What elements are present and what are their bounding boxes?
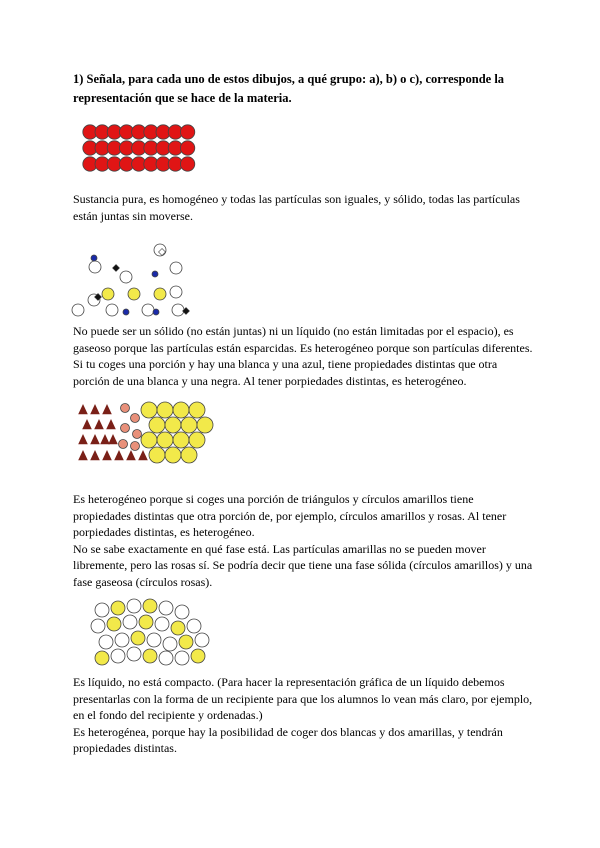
triangle-particle bbox=[78, 434, 88, 444]
answer-1-line-1: Sustancia pura, es homogéneo y todas las partículas son iguales, y sólido, todas las partículas están juntas sin moverse. bbox=[73, 192, 520, 223]
yellow-particle bbox=[189, 432, 205, 448]
white-particle bbox=[163, 637, 177, 651]
white-particle bbox=[172, 304, 184, 316]
answer-2-line-1: No puede ser un sólido (no están juntas) ni un líquido (no están limitadas por el espacio), es gaseoso porque las partículas están esparcidas. Es heterogéneo porque son partículas diferentes. Si tu coges una porción y hay una blanca y una azul, tiene propiedades distintas que otra porción de una blanca y una negra. Al tener porpiedades distintas, es heterogéneo. bbox=[73, 324, 533, 388]
yellow-particle bbox=[128, 288, 140, 300]
pink-particle bbox=[121, 404, 130, 413]
yellow-particle bbox=[171, 621, 185, 635]
yellow-particle bbox=[131, 631, 145, 645]
question-heading: 1) Señala, para cada uno de estos dibujos, a qué grupo: a), b) o c), corresponde la representación que se hace de la materia. bbox=[73, 72, 505, 105]
red-particle bbox=[180, 157, 194, 171]
blue-particle bbox=[153, 309, 159, 315]
yellow-particle bbox=[197, 417, 213, 433]
answer-3-line-2: No se sabe exactamente en qué fase está. Las partículas amarillas no se pueden mover libremente, pero las rosas sí. Se podría decir que tiene una fase sólida (círculos amarillos) y una fase gaseosa (círculos rosas). bbox=[73, 541, 533, 589]
pink-particle bbox=[121, 424, 130, 433]
pink-particle bbox=[119, 440, 128, 449]
yellow-particle bbox=[157, 402, 173, 418]
white-particle bbox=[106, 304, 118, 316]
white-particle bbox=[170, 286, 182, 298]
answer-4-line-1: Es líquido, no está compacto. (Para hacer la representación gráfica de un líquido debemos presentarlas con la forma de un recipiente para que los alumnos lo vean más claro, por ejemplo, en el fondo del recipiente y ordenadas.) bbox=[73, 675, 533, 723]
triangle-particle bbox=[114, 450, 124, 460]
yellow-particle bbox=[165, 417, 181, 433]
white-particle bbox=[175, 605, 189, 619]
yellow-particle bbox=[95, 651, 109, 665]
white-particle bbox=[159, 601, 173, 615]
figure-scattered-gas-particles bbox=[72, 242, 192, 322]
yellow-particle bbox=[141, 402, 157, 418]
white-particle bbox=[99, 635, 113, 649]
figure-white-yellow-liquid-particles bbox=[88, 596, 218, 668]
yellow-particle bbox=[102, 288, 114, 300]
answer-3-line-1: Es heterogéneo porque si coges una porción de triángulos y círculos amarillos tiene propiedades distintas que otra porción de, por ejemplo, círculos amarillos y rosas. Al tener porpiedades distintas, es heterogéneo. bbox=[73, 492, 507, 540]
yellow-particle bbox=[157, 432, 173, 448]
blue-particle bbox=[91, 255, 97, 261]
white-particle bbox=[170, 262, 182, 274]
white-particle bbox=[187, 619, 201, 633]
white-particle bbox=[123, 615, 137, 629]
blue-particle bbox=[152, 271, 158, 277]
yellow-particle bbox=[189, 402, 205, 418]
triangle-particle bbox=[94, 419, 104, 429]
yellow-particle bbox=[181, 447, 197, 463]
white-particle bbox=[72, 304, 84, 316]
answer-1-text bbox=[73, 191, 533, 224]
pink-particle bbox=[131, 442, 140, 451]
yellow-particle bbox=[179, 635, 193, 649]
yellow-particle bbox=[143, 599, 157, 613]
answer-3-text bbox=[73, 491, 533, 591]
yellow-particle bbox=[107, 617, 121, 631]
white-particle bbox=[155, 617, 169, 631]
white-particle bbox=[159, 651, 173, 665]
white-particle bbox=[111, 649, 125, 663]
figure-red-solid-particles bbox=[78, 120, 198, 178]
red-particle bbox=[180, 125, 194, 139]
white-particle bbox=[154, 244, 166, 256]
yellow-particle bbox=[173, 402, 189, 418]
triangle-particle bbox=[108, 434, 118, 444]
white-particle bbox=[142, 304, 154, 316]
answer-4-line-2: Es heterogénea, porque hay la posibilidad de coger dos blancas y dos amarillas, y tendrán propiedades distintas. bbox=[73, 724, 503, 756]
black-particle bbox=[113, 265, 120, 272]
white-particle bbox=[91, 619, 105, 633]
white-particle bbox=[127, 599, 141, 613]
white-particle bbox=[147, 633, 161, 647]
white-particle bbox=[95, 603, 109, 617]
pink-particle bbox=[131, 414, 140, 423]
white-particle bbox=[175, 651, 189, 665]
yellow-particle bbox=[181, 417, 197, 433]
triangle-particle bbox=[78, 450, 88, 460]
yellow-particle bbox=[141, 432, 157, 448]
yellow-particle bbox=[154, 288, 166, 300]
triangle-particle bbox=[78, 404, 88, 414]
yellow-particle bbox=[165, 447, 181, 463]
figure-triangles-pink-yellow-mixture bbox=[75, 398, 215, 468]
white-particle bbox=[120, 271, 132, 283]
triangle-particle bbox=[106, 419, 116, 429]
red-particle bbox=[180, 141, 194, 155]
answer-2-text bbox=[73, 323, 533, 389]
triangle-particle bbox=[100, 434, 110, 444]
triangle-particle bbox=[90, 404, 100, 414]
triangle-particle bbox=[102, 404, 112, 414]
white-particle bbox=[115, 633, 129, 647]
triangle-particle bbox=[90, 450, 100, 460]
triangle-particle bbox=[126, 450, 136, 460]
pink-particle bbox=[133, 430, 142, 439]
yellow-particle bbox=[191, 649, 205, 663]
yellow-particle bbox=[149, 447, 165, 463]
yellow-particle bbox=[143, 649, 157, 663]
yellow-particle bbox=[173, 432, 189, 448]
blue-particle bbox=[123, 309, 129, 315]
white-particle bbox=[127, 647, 141, 661]
triangle-particle bbox=[102, 450, 112, 460]
triangle-particle bbox=[90, 434, 100, 444]
yellow-particle bbox=[139, 615, 153, 629]
triangle-particle bbox=[82, 419, 92, 429]
white-particle bbox=[195, 633, 209, 647]
yellow-particle bbox=[149, 417, 165, 433]
yellow-particle bbox=[111, 601, 125, 615]
answer-4-text bbox=[73, 674, 533, 757]
triangle-particle bbox=[138, 450, 148, 460]
white-particle bbox=[89, 261, 101, 273]
